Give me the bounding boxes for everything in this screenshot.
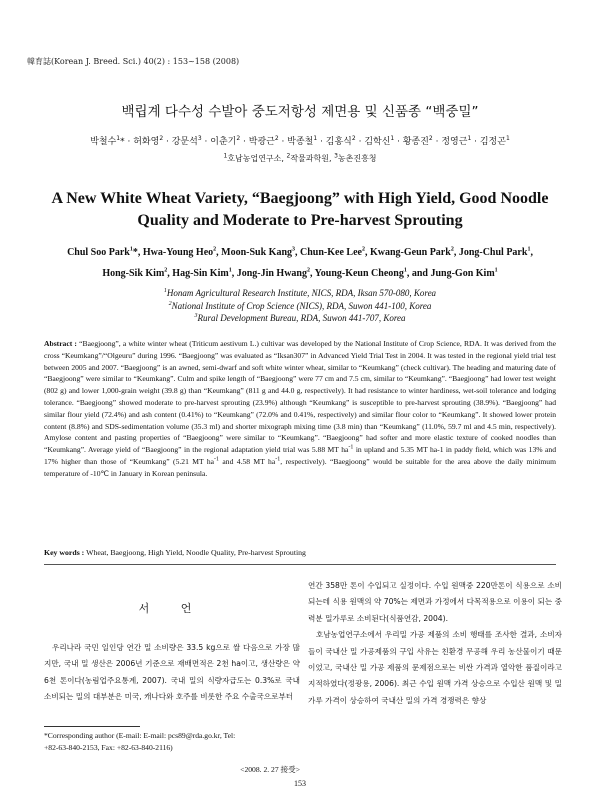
korean-author-affiliation: 2 <box>274 135 279 142</box>
author-separator: , <box>231 268 237 279</box>
korean-author-name: 강문석 <box>171 137 198 147</box>
running-header: 韓育誌(Korean J. Breed. Sci.) 40(2) : 153~158 (2008) <box>27 57 240 66</box>
abstract-text-4: , respectively). “Baegjoong” would be suitable for the area above the daily minimum temperature of -10℃ in January in Korean peninsula. <box>44 456 556 478</box>
author-separator: · <box>317 137 326 147</box>
korean-authors <box>0 134 600 147</box>
abstract-sup-3: -1 <box>275 456 281 463</box>
korean-affiliations <box>0 153 600 164</box>
author-separator: · <box>278 137 288 147</box>
english-author-affiliation: 1 <box>494 267 498 274</box>
author-separator: , <box>137 247 143 258</box>
english-author-name: Chun-Kee Lee <box>300 247 362 258</box>
corresponding-mark: * <box>132 247 138 258</box>
author-separator: , <box>216 247 222 258</box>
abstract-label: Abstract : <box>44 339 77 348</box>
english-author-name: Hong-Sik Kim <box>102 268 165 279</box>
korean-author-name: 김홍식 <box>325 137 352 147</box>
english-authors <box>30 242 570 284</box>
english-author-name: Hag-Sin Kim <box>172 268 229 279</box>
english-title: A New White Wheat Variety, “Baegjoong” with High Yield, Good Noodle Quality and Moderate to Pre-harvest Sprouting <box>51 190 549 229</box>
corresponding-mark: * <box>120 137 125 147</box>
abstract-text-1: “Baegjoong”, a white winter wheat (Triticum aestivum L.) cultivar was developed by the National Institute of Crop Science, RDA. It was derived from the cross “Keumkang”/“Olgeuru” during 1996. “Baegjoong” was evaluated as “Iksan307” in Advanced Yield Trial Test in 2004. It was tested in the regional yield trial test between 2005 and 2007. “Baegjoong” is an awned, semi-dwarf and soft white winter wheat, similar to “Keumkang” (check cultivar). The heading and maturing date of “Baegjoong” were similar to “Keumkang”. Culm and spike length of “Baegjoong” were 77 cm and 7.5 cm, similar to “Keumkang”. “Baegjoong” had lower test weight (802 g) and lower 1,000-grain weight (39.8 g) than “Keumkang” (811 g and 44.0 g, respectively). It had resistance to winter hardiness, wet-soil tolerance and lodging tolerance. “Baegjoong” showed moderate to pre-harvest sprouting (23.9%) although “Keumkang” is susceptible to pre-harvest sprouting (38.9%). “Baegjoong” had similar flour yield (72.4%) and ash content (0.41%) to “Keumkang” (72.0% and 0.41%, respectively) and similar flour color to “Keumkang”. It showed lower protein content (8.8%) and SDS-sedimentation volume (35.3 ml) and shorter mixograph mixing time (3.8 min) than “Keumkang” (11.0%, 59.7 ml and 4.5 min, respectively). Amylose content and pasting properties of “Baegjoong” were similar to “Keumkang”. “Baegjoong” had softer and more elastic texture of cooked noodles than “Keumkang”. Average yield of “Baegjoong” in the regional adaptation yield trial was 5.88 MT ha <box>44 339 556 455</box>
english-affiliations <box>0 287 600 325</box>
section-title-introduction: 서 언 <box>138 602 206 615</box>
footnote-line-1: *Corresponding author (E-mail: E-mail: pcs89@rda.go.kr, Tel: <box>44 731 236 740</box>
korean-author-affiliation: 3 <box>197 135 202 142</box>
author-separator: · <box>124 137 134 147</box>
author-separator: · <box>163 137 172 147</box>
korean-author-name: 김학신 <box>364 137 391 147</box>
korean-affiliation-name: 호남농업연구소 <box>227 154 282 163</box>
korean-author-name: 박철수 <box>90 137 117 147</box>
english-author-name: Jung-Gon Kim <box>430 268 495 279</box>
korean-author-affiliation: 1 <box>467 135 472 142</box>
english-affiliation-text: Honam Agricultural Research Institute, NICS, RDA, Iksan 570-080, Korea <box>166 288 437 298</box>
keywords-label: Key words : <box>44 548 85 557</box>
author-separator: · <box>201 137 211 147</box>
author-separator: · <box>240 137 249 147</box>
korean-author-name: 박광근 <box>248 137 275 147</box>
abstract-sup-1: -1 <box>348 444 354 451</box>
english-affiliation-line <box>0 312 600 325</box>
english-author-name: Young-Keun Cheong <box>314 268 404 279</box>
affiliation-separator: , <box>328 154 335 163</box>
abstract <box>44 338 556 480</box>
korean-author-affiliation: 1 <box>505 135 510 142</box>
english-author-name: Jong-Jin Hwang <box>236 268 307 279</box>
english-author-affiliation: 3 <box>292 246 296 253</box>
english-author-affiliation: 1 <box>403 267 407 274</box>
korean-affiliation-name: 작물과학원 <box>290 154 329 163</box>
author-separator: , <box>167 268 173 279</box>
english-author-name: Moon-Suk Kang <box>221 247 293 258</box>
english-authors-line-2 <box>30 263 570 284</box>
korean-author-name: 황종진 <box>402 137 429 147</box>
korean-author-affiliation: 1 <box>390 135 395 142</box>
english-affiliation-line <box>0 287 600 300</box>
english-author-affiliation: 1 <box>228 267 232 274</box>
english-affiliation-number: 1 <box>163 288 167 294</box>
author-separator: , <box>406 268 412 279</box>
korean-affiliation-number: 3 <box>334 152 338 160</box>
author-separator: , <box>310 268 315 279</box>
corresponding-author-footnote <box>44 730 300 754</box>
korean-affiliation-number: 2 <box>286 152 291 160</box>
english-author-affiliation: 1 <box>129 246 133 253</box>
english-author-name: Hwa-Young Heo <box>142 247 214 258</box>
author-conjunction: and <box>411 268 431 279</box>
english-affiliation-number: 3 <box>194 313 198 319</box>
author-separator: · <box>394 137 403 147</box>
author-separator: , <box>530 247 533 258</box>
english-affiliation-line <box>0 300 600 313</box>
author-separator: , <box>453 247 459 258</box>
abstract-sup-2: -1 <box>214 456 220 463</box>
korean-author-affiliation: 1 <box>116 135 121 142</box>
author-separator: , <box>364 247 370 258</box>
korean-author-name: 이춘기 <box>210 137 237 147</box>
author-separator: · <box>432 137 442 147</box>
footnote-divider <box>44 726 140 727</box>
english-author-affiliation: 2 <box>213 246 217 253</box>
english-affiliation-number: 2 <box>168 300 172 307</box>
korean-author-affiliation: 2 <box>428 135 433 142</box>
korean-author-affiliation: 2 <box>351 135 356 142</box>
korean-affiliation-name: 농촌진흥청 <box>337 154 377 163</box>
intro-paragraph-2: 연간 358만 톤이 수입되고 실정이다. 수입 원맥중 220만톤이 식용으로 소비되는데 식용 원맥의 약 70%는 제면과 가정에서 다목적용으로 이용이 되는 중력분 밀가루로 소비된다(식품연감, 2004). <box>308 581 562 623</box>
english-affiliation-text: National Institute of Crop Science (NICS), RDA, Suwon 441-100, Korea <box>171 300 432 311</box>
abstract-text-3: and 4.58 MT ha <box>219 456 276 466</box>
keywords <box>44 548 556 557</box>
english-author-affiliation: 2 <box>450 246 454 253</box>
keywords-text: Wheat, Baegjoong, High Yield, Noodle Quality, Pre-harvest Sprouting <box>86 548 306 557</box>
korean-author-name: 박종철 <box>287 137 314 147</box>
footnote-line-2: +82-63-840-2153, Fax: +82-63-840-2116) <box>44 743 173 752</box>
received-date: <2008. 2. 27 接受> <box>240 765 300 774</box>
korean-author-name: 김정곤 <box>479 137 506 147</box>
english-authors-line-1 <box>30 242 570 263</box>
english-affiliation-text: Rural Development Bureau, RDA, Suwon 441-707, Korea <box>197 313 406 323</box>
intro-paragraph-3: 호남농업연구소에서 우리밀 가공 제품의 소비 행태를 조사한 결과, 소비자들이 국내산 밀 가공제품의 구입 사유는 친환경 무공해 우리 농산물이기 때문이었고, 국내산 밀 가공 제품의 문제점으로는 비싼 가격과 열악한 품질이라고 지적하였다(정광용, 2006). 최근 수입 원맥 가격 상승으로 수입산 원맥 및 밀가루 가격이 상승하여 국내산 밀의 가격 경쟁력은 향상 <box>308 630 562 705</box>
english-author-affiliation: 1 <box>527 246 531 253</box>
korean-author-name: 허화영 <box>133 137 160 147</box>
english-author-affiliation: 2 <box>164 267 168 274</box>
right-column-text <box>308 578 562 709</box>
korean-author-affiliation: 1 <box>313 135 318 142</box>
english-author-affiliation: 2 <box>307 267 310 274</box>
korean-author-affiliation: 2 <box>159 135 164 142</box>
abstract-text-2: in upland and 5.35 MT ha-1 in paddy field, which was 13% and 17% higher than those of “Keumkang” (5.21 MT ha <box>44 445 556 466</box>
author-separator: · <box>471 137 480 147</box>
english-author-name: Jong-Chul Park <box>458 247 528 258</box>
abstract-divider <box>44 564 556 565</box>
intro-paragraph-1: 우리나라 국민 일인당 연간 밀 소비량은 33.5 kg으로 쌀 다음으로 가장 많지만, 국내 밀 생산은 2006년 기준으로 재배면적은 2천 ha이고, 생산량은 약 6천 톤이다(농림업주요통계, 2007). 국내 밀의 식량자급도는 0.3%로 국내 소비되는 밀의 대부분은 미국, 캐나다와 호주를 비롯한 주요 수출국으로부터 <box>44 643 300 702</box>
korean-title: 백립계 다수성 수발아 중도저항성 제면용 및 신품종 “백중밀” <box>121 104 479 120</box>
korean-author-affiliation: 2 <box>236 135 241 142</box>
korean-author-name: 정영근 <box>441 137 468 147</box>
author-separator: , <box>295 247 301 258</box>
affiliation-separator: , <box>281 154 287 163</box>
korean-affiliation-number: 1 <box>223 152 228 160</box>
english-author-affiliation: 2 <box>361 246 365 253</box>
page-number: 153 <box>294 779 306 788</box>
left-column-text <box>44 640 300 706</box>
english-author-name: Chul Soo Park <box>67 247 130 258</box>
author-separator: · <box>355 137 365 147</box>
english-author-name: Kwang-Geun Park <box>369 247 451 258</box>
